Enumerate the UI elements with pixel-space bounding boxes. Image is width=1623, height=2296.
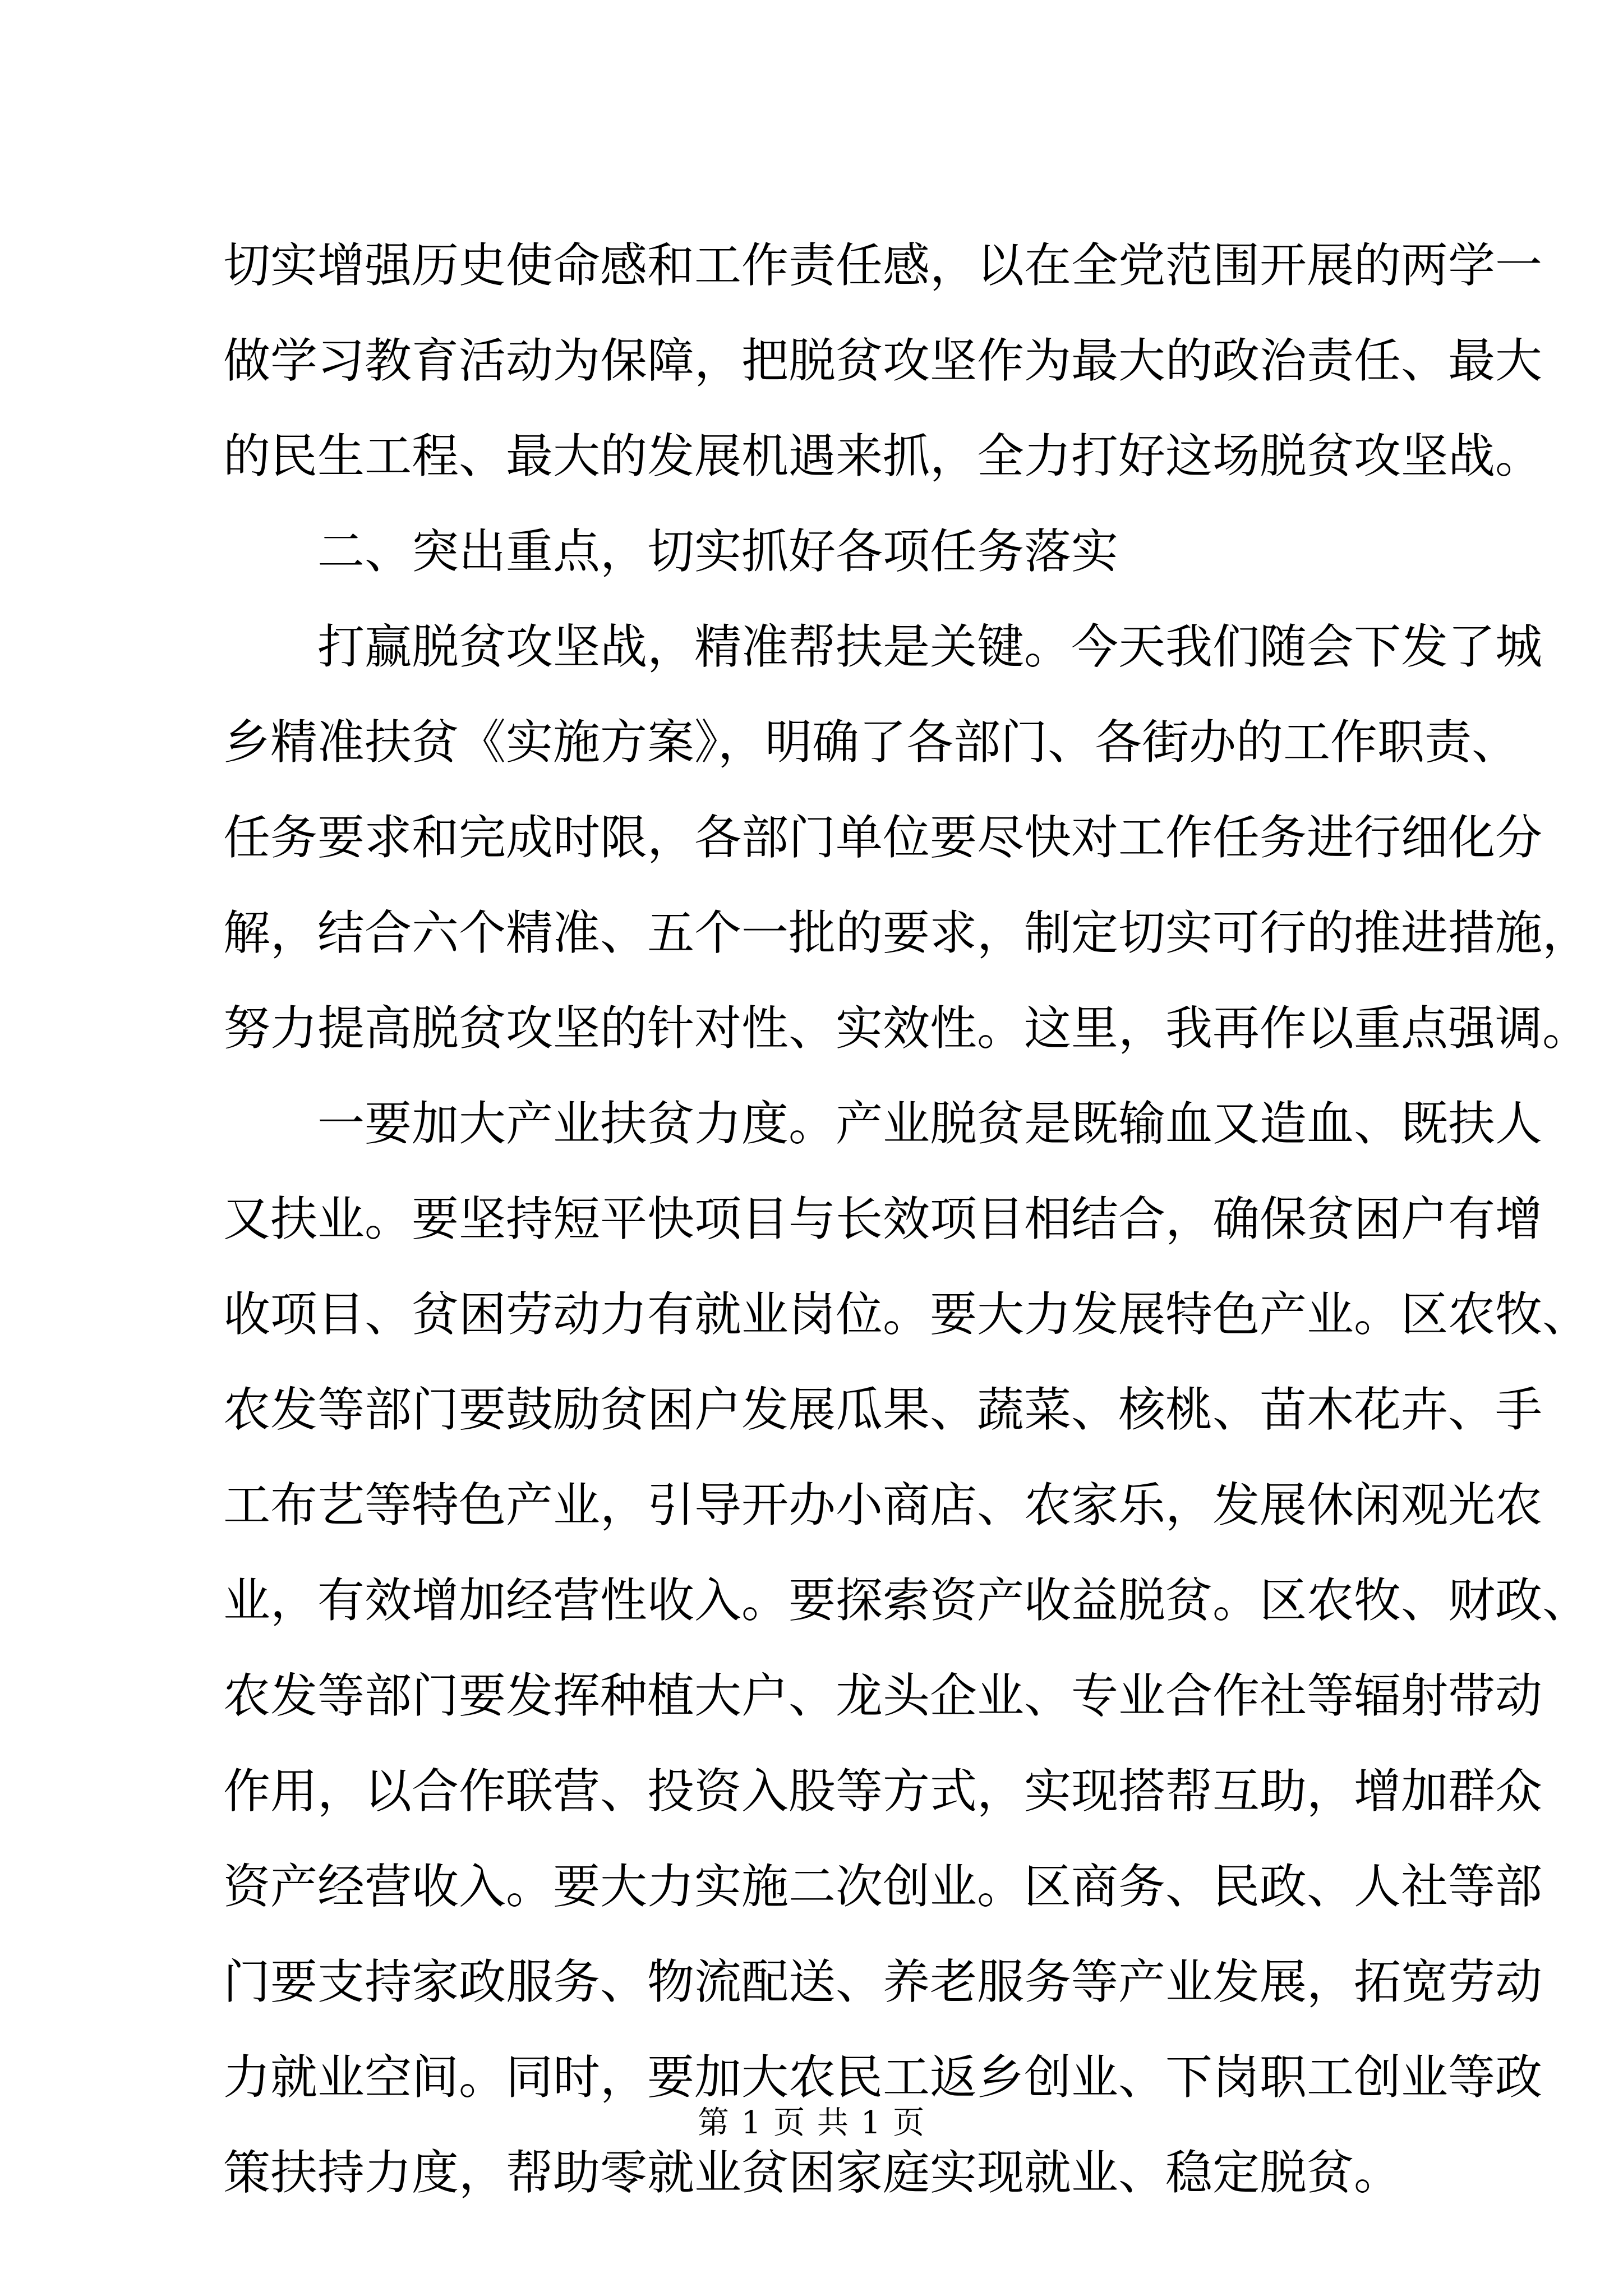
body-line: 收项目、贫困劳动力有就业岗位。要大力发展特色产业。区农牧、 — [223, 1287, 1590, 1342]
section-heading: 二、突出重点，切实抓好各项任务落实 — [317, 524, 1119, 579]
document-body — [223, 218, 1590, 2220]
body-line: 力就业空间。同时，要加大农民工返乡创业、下岗职工创业等政 — [223, 2050, 1543, 2105]
body-line: 门要支持家政服务、物流配送、养老服务等产业发展，拓宽劳动 — [223, 1954, 1543, 2009]
body-line: 切实增强历史使命感和工作责任感，以在全党范围开展的两学一 — [223, 238, 1543, 293]
body-line: 业，有效增加经营性收入。要探索资产收益脱贫。区农牧、财政、 — [223, 1573, 1590, 1628]
body-line: 打赢脱贫攻坚战，精准帮扶是关键。今天我们随会下发了城 — [317, 619, 1543, 674]
body-line: 策扶持力度，帮助零就业贫困家庭实现就业、稳定脱贫。 — [223, 2145, 1401, 2200]
body-line: 农发等部门要鼓励贫困户发展瓜果、蔬菜、核桃、苗木花卉、手 — [223, 1382, 1543, 1437]
body-line: 任务要求和完成时限，各部门单位要尽快对工作任务进行细化分 — [223, 810, 1543, 865]
body-line: 一要加大产业扶贫力度。产业脱贫是既输血又造血、既扶人 — [317, 1096, 1543, 1151]
body-line: 解，结合六个精准、五个一批的要求，制定切实可行的推进措施， — [223, 905, 1590, 960]
body-line: 农发等部门要发挥种植大户、龙头企业、专业合作社等辐射带动 — [223, 1668, 1543, 1723]
body-line: 乡精准扶贫《实施方案》，明确了各部门、各街办的工作职责、 — [223, 715, 1519, 770]
body-line: 的民生工程、最大的发展机遇来抓，全力打好这场脱贫攻坚战。 — [223, 429, 1543, 484]
body-line: 资产经营收入。要大力实施二次创业。区商务、民政、人社等部 — [223, 1859, 1543, 1914]
body-line: 作用，以合作联营、投资入股等方式，实现搭帮互助，增加群众 — [223, 1764, 1543, 1819]
body-line: 又扶业。要坚持短平快项目与长效项目相结合，确保贫困户有增 — [223, 1191, 1543, 1246]
body-line: 做学习教育活动为保障，把脱贫攻坚作为最大的政治责任、最大 — [223, 333, 1543, 388]
page-number-footer: 第 1 页 共 1 页 — [697, 2105, 926, 2141]
body-line: 工布艺等特色产业，引导开办小商店、农家乐，发展休闲观光农 — [223, 1478, 1543, 1533]
body-line: 努力提高脱贫攻坚的针对性、实效性。这里，我再作以重点强调。 — [223, 1001, 1590, 1056]
